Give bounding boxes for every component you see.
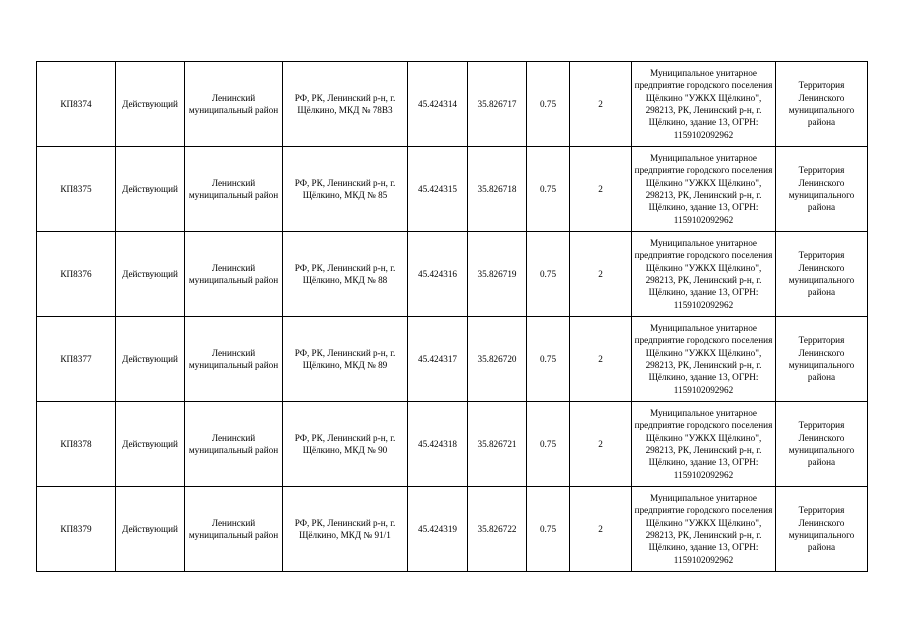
cell-code: КП8379 — [37, 487, 116, 572]
cell-latitude: 45.424317 — [408, 317, 468, 402]
cell-container-count: 2 — [570, 487, 632, 572]
cell-container-count: 2 — [570, 232, 632, 317]
cell-territory: Территория Ленинского муниципального района — [776, 147, 868, 232]
cell-latitude: 45.424315 — [408, 147, 468, 232]
cell-volume: 0.75 — [527, 232, 570, 317]
cell-longitude: 35.826718 — [468, 147, 527, 232]
cell-address: РФ, РК, Ленинский р-н, г. Щёлкино, МКД № 78В3 — [283, 62, 408, 147]
cell-volume: 0.75 — [527, 62, 570, 147]
cell-latitude: 45.424318 — [408, 402, 468, 487]
table-row — [37, 62, 868, 147]
cell-latitude: 45.424319 — [408, 487, 468, 572]
cell-territory: Территория Ленинского муниципального района — [776, 487, 868, 572]
cell-district: Ленинский муниципальный район — [185, 232, 283, 317]
cell-code: КП8378 — [37, 402, 116, 487]
cell-address: РФ, РК, Ленинский р-н, г. Щёлкино, МКД № 89 — [283, 317, 408, 402]
cell-district: Ленинский муниципальный район — [185, 317, 283, 402]
cell-district: Ленинский муниципальный район — [185, 402, 283, 487]
cell-status: Действующий — [116, 402, 185, 487]
cell-container-count: 2 — [570, 402, 632, 487]
cell-container-count: 2 — [570, 147, 632, 232]
cell-status: Действующий — [116, 62, 185, 147]
cell-longitude: 35.826722 — [468, 487, 527, 572]
cell-volume: 0.75 — [527, 402, 570, 487]
cell-operator: Муниципальное унитарное предприятие городского поселения Щёлкино "УЖКХ Щёлкино", 298213, РК, Ленинский р-н, г. Щёлкино, здание 13, ОГРН: 1159102092962 — [632, 487, 776, 572]
cell-district: Ленинский муниципальный район — [185, 487, 283, 572]
cell-address: РФ, РК, Ленинский р-н, г. Щёлкино, МКД № 90 — [283, 402, 408, 487]
cell-status: Действующий — [116, 147, 185, 232]
cell-longitude: 35.826719 — [468, 232, 527, 317]
cell-code: КП8375 — [37, 147, 116, 232]
cell-status: Действующий — [116, 232, 185, 317]
cell-address: РФ, РК, Ленинский р-н, г. Щёлкино, МКД № 88 — [283, 232, 408, 317]
cell-territory: Территория Ленинского муниципального района — [776, 402, 868, 487]
table-row — [37, 402, 868, 487]
container-site-registry-table — [36, 61, 868, 572]
cell-longitude: 35.826720 — [468, 317, 527, 402]
cell-operator: Муниципальное унитарное предприятие городского поселения Щёлкино "УЖКХ Щёлкино", 298213, РК, Ленинский р-н, г. Щёлкино, здание 13, ОГРН: 1159102092962 — [632, 232, 776, 317]
cell-volume: 0.75 — [527, 487, 570, 572]
cell-status: Действующий — [116, 317, 185, 402]
table-row — [37, 232, 868, 317]
cell-district: Ленинский муниципальный район — [185, 147, 283, 232]
cell-operator: Муниципальное унитарное предприятие городского поселения Щёлкино "УЖКХ Щёлкино", 298213, РК, Ленинский р-н, г. Щёлкино, здание 13, ОГРН: 1159102092962 — [632, 317, 776, 402]
cell-status: Действующий — [116, 487, 185, 572]
cell-address: РФ, РК, Ленинский р-н, г. Щёлкино, МКД № 91/1 — [283, 487, 408, 572]
cell-district: Ленинский муниципальный район — [185, 62, 283, 147]
cell-operator: Муниципальное унитарное предприятие городского поселения Щёлкино "УЖКХ Щёлкино", 298213, РК, Ленинский р-н, г. Щёлкино, здание 13, ОГРН: 1159102092962 — [632, 402, 776, 487]
cell-container-count: 2 — [570, 62, 632, 147]
cell-address: РФ, РК, Ленинский р-н, г. Щёлкино, МКД № 85 — [283, 147, 408, 232]
cell-operator: Муниципальное унитарное предприятие городского поселения Щёлкино "УЖКХ Щёлкино", 298213, РК, Ленинский р-н, г. Щёлкино, здание 13, ОГРН: 1159102092962 — [632, 62, 776, 147]
cell-latitude: 45.424316 — [408, 232, 468, 317]
table-row — [37, 147, 868, 232]
cell-code: КП8374 — [37, 62, 116, 147]
cell-operator: Муниципальное унитарное предприятие городского поселения Щёлкино "УЖКХ Щёлкино", 298213, РК, Ленинский р-н, г. Щёлкино, здание 13, ОГРН: 1159102092962 — [632, 147, 776, 232]
table-row — [37, 487, 868, 572]
cell-latitude: 45.424314 — [408, 62, 468, 147]
cell-territory: Территория Ленинского муниципального района — [776, 62, 868, 147]
cell-container-count: 2 — [570, 317, 632, 402]
cell-longitude: 35.826717 — [468, 62, 527, 147]
cell-territory: Территория Ленинского муниципального района — [776, 232, 868, 317]
cell-territory: Территория Ленинского муниципального района — [776, 317, 868, 402]
table-row — [37, 317, 868, 402]
cell-code: КП8376 — [37, 232, 116, 317]
cell-volume: 0.75 — [527, 317, 570, 402]
cell-code: КП8377 — [37, 317, 116, 402]
cell-longitude: 35.826721 — [468, 402, 527, 487]
cell-volume: 0.75 — [527, 147, 570, 232]
